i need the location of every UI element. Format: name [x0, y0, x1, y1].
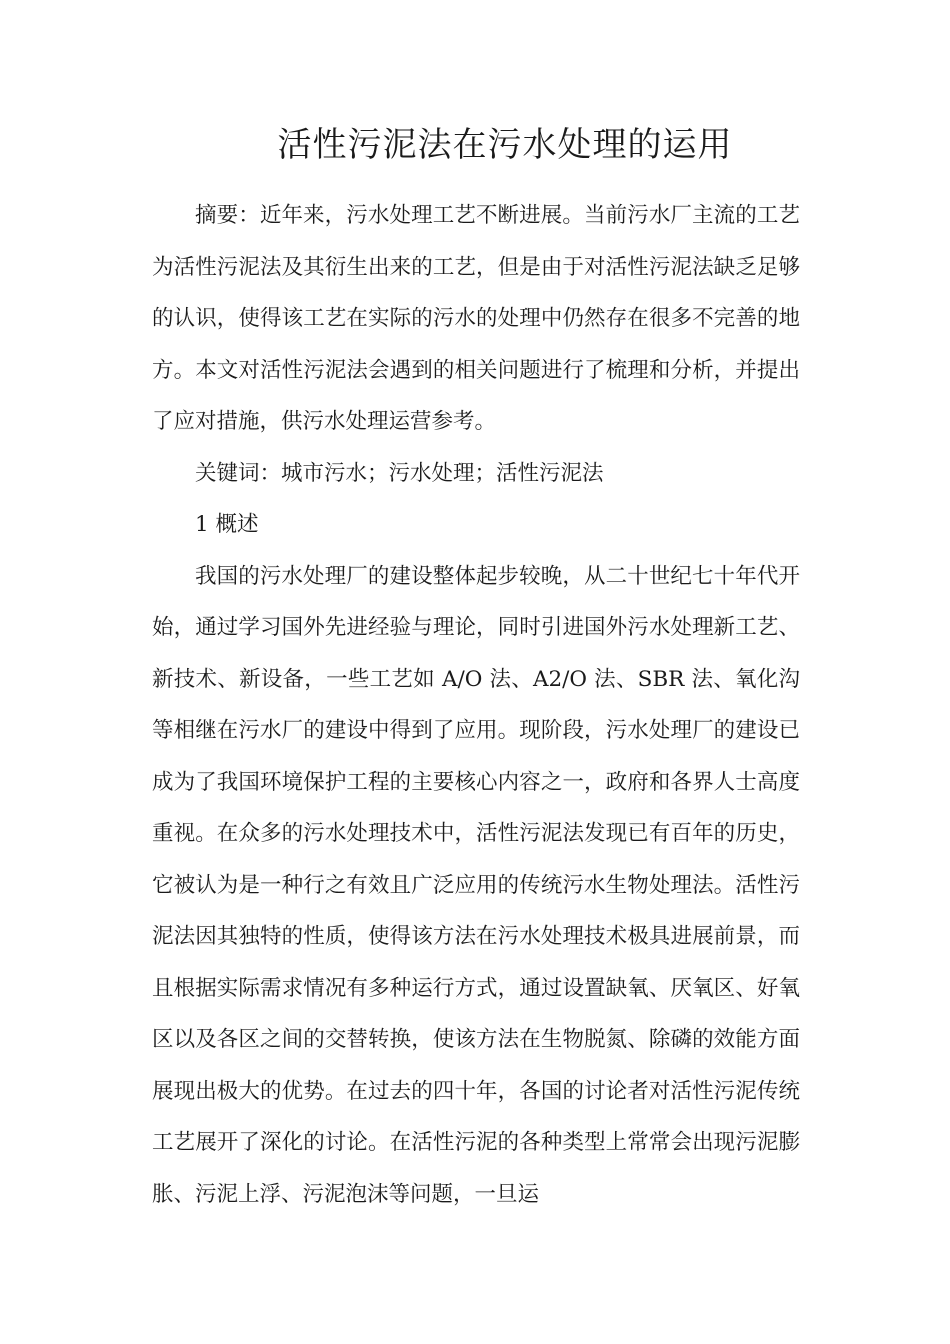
- section-heading: 1 概述: [195, 512, 259, 537]
- document-title: 活性污泥法在污水处理的运用: [277, 125, 733, 165]
- body-paragraph: 我国的污水处理厂的建设整体起步较晚，从二十世纪七十年代开始，通过学习国外先进经验与理论，同时引进国外污水处理新工艺、新技术、新设备，一些工艺如 A/O 法、A2/O 法、SBR 法、氧化沟等相继在污水厂的建设中得到了应用。现阶段，污水处理厂的建设已成为了我国环境保护工程的主要核心内容之一，政府和各界人士高度重视。在众多的污水处理技术中，活性污泥法发现已有百年的历史，它被认为是一种行之有效且广泛应用的传统污水生物处理法。活性污泥法因其独特的性质，使得该方法在污水处理技术极具进展前景，而且根据实际需求情况有多种运行方式，通过设置缺氧、厌氧区、好氧区以及各区之间的交替转换，使该方法在生物脱氮、除磷的效能方面展现出极大的优势。在过去的四十年，各国的讨论者对活性污泥传统工艺展开了深化的讨论。在活性污泥的各种类型上常常会出现污泥膨胀、污泥上浮、污泥泡沫等问题，一旦运: [152, 563, 800, 1207]
- abstract-paragraph: 摘要：近年来，污水处理工艺不断进展。当前污水厂主流的工艺为活性污泥法及其衍生出来的工艺，但是由于对活性污泥法缺乏足够的认识，使得该工艺在实际的污水的处理中仍然存在很多不完善的地方。本文对活性污泥法会遇到的相关问题进行了梳理和分析，并提出了应对措施，供污水处理运营参考。: [152, 203, 800, 434]
- keywords-paragraph: 关键词：城市污水；污水处理；活性污泥法: [195, 460, 604, 486]
- document-body: [152, 190, 800, 1220]
